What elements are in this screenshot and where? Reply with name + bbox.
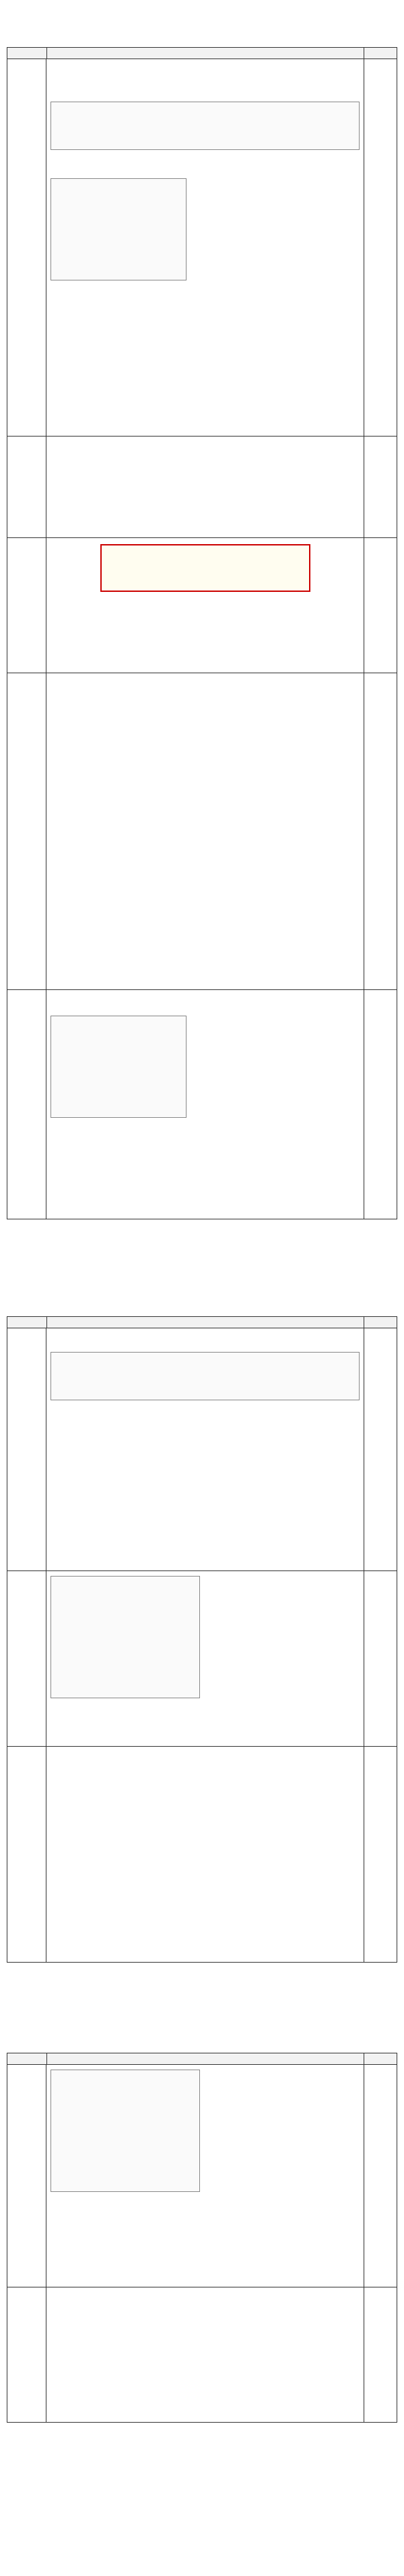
empty-cell bbox=[7, 538, 46, 673]
promo-line bbox=[65, 1245, 339, 1253]
promo-line bbox=[22, 1978, 382, 1986]
col-answer-header bbox=[47, 1317, 364, 1328]
pyramid-figure bbox=[50, 1016, 187, 1118]
solution-line bbox=[50, 73, 360, 80]
question-number bbox=[7, 2065, 46, 2287]
promo-line bbox=[65, 2499, 339, 2507]
promo-line bbox=[65, 2458, 339, 2466]
ministry-name bbox=[13, 9, 148, 16]
solution-line bbox=[50, 441, 360, 448]
promo-cell bbox=[46, 538, 364, 673]
col-score-header bbox=[364, 1317, 397, 1328]
site-watermark bbox=[50, 2196, 360, 2219]
document-header bbox=[7, 4, 397, 47]
solution-line bbox=[50, 677, 360, 685]
score-column bbox=[364, 673, 397, 989]
promo-line bbox=[22, 1968, 382, 1976]
promo-line bbox=[119, 569, 291, 576]
promo-line bbox=[65, 1988, 339, 1996]
question-number bbox=[7, 437, 46, 537]
col-score-header bbox=[364, 2053, 397, 2064]
question-number bbox=[7, 1747, 46, 1962]
solution-body bbox=[46, 59, 364, 436]
promo-line bbox=[22, 2428, 382, 2436]
solution-line bbox=[50, 82, 360, 89]
question-block-7b bbox=[7, 2065, 397, 2287]
solution-line bbox=[50, 2291, 360, 2299]
score-column bbox=[364, 990, 397, 1219]
doc-subject bbox=[202, 28, 358, 35]
doc-subtitle bbox=[202, 19, 358, 26]
solution-line bbox=[50, 1342, 360, 1349]
solution-line bbox=[50, 2301, 360, 2308]
col-question-header bbox=[7, 1317, 47, 1328]
site-watermark bbox=[50, 153, 360, 176]
promo-line bbox=[119, 578, 291, 586]
promo-line bbox=[22, 2448, 382, 2456]
col-answer-header bbox=[47, 2053, 364, 2064]
ministry-block bbox=[13, 7, 148, 34]
mid-promo-2 bbox=[7, 1968, 397, 2049]
question-block-1b bbox=[7, 437, 397, 538]
doc-title bbox=[202, 9, 358, 16]
solution-body bbox=[46, 1747, 364, 1962]
solution-line bbox=[50, 730, 360, 738]
score-column bbox=[364, 59, 397, 436]
score-column bbox=[364, 1328, 397, 1570]
triangle-figure bbox=[50, 2070, 200, 2192]
solution-line bbox=[50, 1751, 360, 1758]
promo-line bbox=[22, 2478, 382, 2487]
solution-line bbox=[50, 696, 360, 704]
solution-line bbox=[50, 1770, 360, 1777]
question-number bbox=[7, 1328, 46, 1570]
exam-title-block bbox=[168, 7, 391, 44]
score-column bbox=[364, 2287, 397, 2422]
footer-promo bbox=[7, 2428, 397, 2576]
score-column bbox=[364, 2065, 397, 2287]
question-block-1a bbox=[7, 59, 397, 437]
solution-line bbox=[50, 459, 360, 467]
site-watermark bbox=[50, 706, 360, 728]
question-number bbox=[7, 673, 46, 989]
col-score-header bbox=[364, 48, 397, 59]
solution-line bbox=[50, 1760, 360, 1768]
question-number bbox=[7, 2287, 46, 2422]
answer-table-part-2 bbox=[7, 1316, 397, 1963]
solution-body bbox=[46, 673, 364, 989]
solution-body bbox=[46, 2065, 364, 2287]
answer-table-part-1 bbox=[7, 47, 397, 1219]
question-block-2-3 bbox=[7, 673, 397, 990]
solution-line bbox=[50, 63, 360, 71]
solution-body bbox=[46, 2287, 364, 2422]
solution-body bbox=[46, 990, 364, 1219]
col-question-header bbox=[7, 2053, 47, 2064]
variation-table bbox=[50, 102, 360, 150]
promo-line bbox=[22, 1235, 382, 1243]
solution-line bbox=[50, 994, 360, 1001]
promo-line bbox=[22, 2489, 382, 2497]
question-block-7a bbox=[7, 1571, 397, 1747]
promo-box bbox=[100, 544, 310, 592]
score-column bbox=[364, 437, 397, 537]
promo-line bbox=[22, 1225, 382, 1233]
score-column bbox=[364, 1571, 397, 1746]
solution-line bbox=[50, 91, 360, 99]
question-number bbox=[7, 990, 46, 1219]
promo-line bbox=[119, 560, 291, 567]
solution-body bbox=[46, 437, 364, 537]
question-number bbox=[7, 59, 46, 436]
parallelogram-figure bbox=[50, 1576, 200, 1698]
official-label bbox=[13, 19, 94, 26]
solution-line bbox=[50, 450, 360, 457]
solution-body bbox=[46, 1328, 364, 1570]
question-block-4-5 bbox=[7, 990, 397, 1219]
table-header-row bbox=[7, 48, 397, 59]
answer-document bbox=[7, 0, 397, 2576]
mid-promo bbox=[7, 1225, 397, 1312]
doc-note bbox=[202, 38, 358, 44]
solution-body bbox=[46, 1571, 364, 1746]
question-number bbox=[7, 1571, 46, 1746]
site-watermark bbox=[50, 1403, 360, 1426]
solution-line bbox=[50, 1003, 360, 1011]
question-block-8a-9a bbox=[7, 1747, 397, 1962]
question-block-8b-9b bbox=[7, 2287, 397, 2422]
promo-row bbox=[7, 538, 397, 673]
promo-line bbox=[119, 550, 291, 558]
score-value bbox=[366, 63, 395, 71]
score-column bbox=[364, 538, 397, 673]
col-question-header bbox=[7, 48, 47, 59]
col-answer-header bbox=[47, 48, 364, 59]
answer-table-part-3 bbox=[7, 2053, 397, 2423]
promo-line bbox=[22, 2438, 382, 2446]
table-header-row bbox=[7, 1317, 397, 1328]
score-column bbox=[364, 1747, 397, 1962]
variation-table bbox=[50, 1352, 360, 1400]
table-header-row bbox=[7, 2053, 397, 2065]
solution-line bbox=[50, 687, 360, 694]
solution-line bbox=[50, 1332, 360, 1340]
question-block-6 bbox=[7, 1328, 397, 1571]
function-graph bbox=[50, 178, 187, 280]
promo-line bbox=[65, 2468, 339, 2476]
